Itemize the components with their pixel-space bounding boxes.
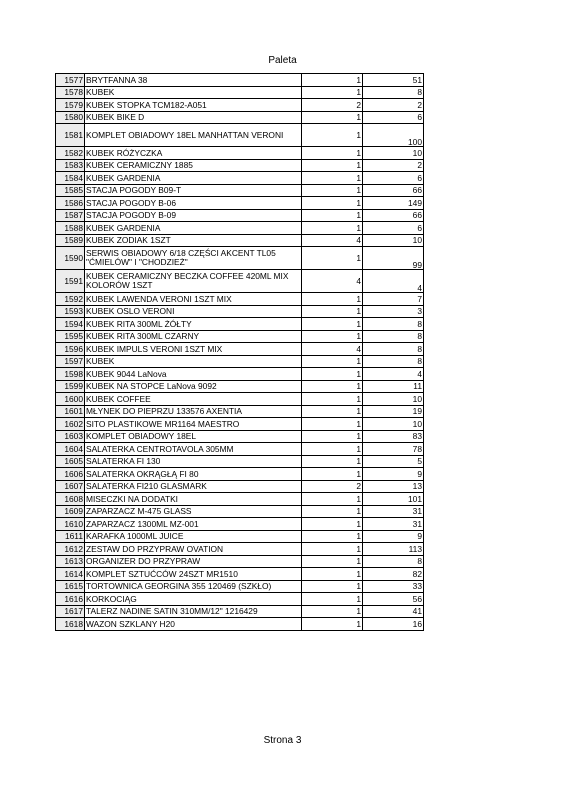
price-cell: 33 <box>363 580 424 593</box>
table-row <box>56 405 424 418</box>
row-number-cell: 1610 <box>56 518 85 531</box>
quantity-cell: 1 <box>302 355 363 368</box>
table-row <box>56 330 424 343</box>
quantity-cell: 1 <box>302 505 363 518</box>
price-cell: 66 <box>363 209 424 222</box>
price-cell: 99 <box>363 247 424 270</box>
table-row <box>56 430 424 443</box>
quantity-cell: 1 <box>302 380 363 393</box>
price-cell: 7 <box>363 293 424 306</box>
quantity-cell: 1 <box>302 247 363 270</box>
row-number-cell: 1613 <box>56 555 85 568</box>
price-cell: 4 <box>363 270 424 293</box>
table-row <box>56 159 424 172</box>
table-row <box>56 172 424 185</box>
price-cell: 10 <box>363 418 424 431</box>
quantity-cell: 1 <box>302 197 363 210</box>
table-row <box>56 368 424 381</box>
table-row <box>56 111 424 124</box>
table-row <box>56 543 424 556</box>
item-name-cell: KUBEK OSLO VERONI <box>85 305 302 318</box>
item-name-cell: KUBEK GARDENIA <box>85 172 302 185</box>
row-number-cell: 1602 <box>56 418 85 431</box>
quantity-cell: 1 <box>302 455 363 468</box>
price-cell: 8 <box>363 86 424 99</box>
row-number-cell: 1616 <box>56 593 85 606</box>
table-row <box>56 530 424 543</box>
row-number-cell: 1593 <box>56 305 85 318</box>
row-number-cell: 1584 <box>56 172 85 185</box>
row-number-cell: 1614 <box>56 568 85 581</box>
price-cell: 10 <box>363 393 424 406</box>
price-cell: 6 <box>363 222 424 235</box>
item-name-cell: KUBEK GARDENIA <box>85 222 302 235</box>
row-number-cell: 1598 <box>56 368 85 381</box>
item-name-cell: ZESTAW DO PRZYPRAW OVATION <box>85 543 302 556</box>
price-cell: 8 <box>363 343 424 356</box>
table-row <box>56 99 424 112</box>
price-cell: 16 <box>363 618 424 631</box>
row-number-cell: 1582 <box>56 147 85 160</box>
row-number-cell: 1578 <box>56 86 85 99</box>
table-row <box>56 343 424 356</box>
row-number-cell: 1617 <box>56 605 85 618</box>
row-number-cell: 1605 <box>56 455 85 468</box>
quantity-cell: 4 <box>302 234 363 247</box>
quantity-cell: 1 <box>302 393 363 406</box>
price-cell: 19 <box>363 405 424 418</box>
row-number-cell: 1608 <box>56 493 85 506</box>
item-name-cell: ZAPARZACZ M-475 GLASS <box>85 505 302 518</box>
table-row <box>56 518 424 531</box>
item-name-cell: SALATERKA FI210 GLASMARK <box>85 480 302 493</box>
price-cell: 83 <box>363 430 424 443</box>
price-cell: 8 <box>363 330 424 343</box>
price-cell: 8 <box>363 555 424 568</box>
price-cell: 10 <box>363 147 424 160</box>
price-cell: 9 <box>363 530 424 543</box>
row-number-cell: 1599 <box>56 380 85 393</box>
item-name-cell: STACJA POGODY B-09 <box>85 209 302 222</box>
table-row <box>56 197 424 210</box>
table-row <box>56 443 424 456</box>
row-number-cell: 1587 <box>56 209 85 222</box>
table-row <box>56 618 424 631</box>
quantity-cell: 1 <box>302 305 363 318</box>
quantity-cell: 1 <box>302 111 363 124</box>
price-cell: 6 <box>363 111 424 124</box>
item-name-cell: KUBEK RITA 300ML ŻÓŁTY <box>85 318 302 331</box>
price-cell: 3 <box>363 305 424 318</box>
quantity-cell: 1 <box>302 318 363 331</box>
row-number-cell: 1600 <box>56 393 85 406</box>
row-number-cell: 1607 <box>56 480 85 493</box>
table-row <box>56 380 424 393</box>
price-cell: 11 <box>363 380 424 393</box>
row-number-cell: 1590 <box>56 247 85 270</box>
price-cell: 51 <box>363 74 424 87</box>
table-row <box>56 234 424 247</box>
table-row <box>56 555 424 568</box>
table-row <box>56 293 424 306</box>
price-cell: 149 <box>363 197 424 210</box>
table-row <box>56 318 424 331</box>
quantity-cell: 1 <box>302 430 363 443</box>
item-name-cell: KUBEK IMPULS VERONI 1SZT MIX <box>85 343 302 356</box>
table-row <box>56 209 424 222</box>
table-row <box>56 468 424 481</box>
table-row <box>56 480 424 493</box>
item-name-cell: MŁYNEK DO PIEPRZU 133576 AXENTIA <box>85 405 302 418</box>
row-number-cell: 1585 <box>56 184 85 197</box>
row-number-cell: 1577 <box>56 74 85 87</box>
item-name-cell: ORGANIZER DO PRZYPRAW <box>85 555 302 568</box>
item-name-cell: KUBEK 9044 LaNova <box>85 368 302 381</box>
quantity-cell: 1 <box>302 518 363 531</box>
item-name-cell: STACJA POGODY B-06 <box>85 197 302 210</box>
table-row <box>56 393 424 406</box>
price-cell: 8 <box>363 355 424 368</box>
item-name-cell: KARAFKA 1000ML JUICE <box>85 530 302 543</box>
table-row <box>56 74 424 87</box>
quantity-cell: 1 <box>302 172 363 185</box>
table-row <box>56 605 424 618</box>
item-name-cell: BRYTFANNA 38 <box>85 74 302 87</box>
quantity-cell: 1 <box>302 159 363 172</box>
row-number-cell: 1592 <box>56 293 85 306</box>
item-name-cell: KOMPLET OBIADOWY 18EL MANHATTAN VERONI <box>85 124 302 147</box>
item-name-cell: KUBEK STOPKA TCM182-A051 <box>85 99 302 112</box>
price-cell: 31 <box>363 518 424 531</box>
row-number-cell: 1589 <box>56 234 85 247</box>
quantity-cell: 1 <box>302 184 363 197</box>
quantity-cell: 1 <box>302 493 363 506</box>
row-number-cell: 1581 <box>56 124 85 147</box>
item-name-cell: TALERZ NADINE SATIN 310MM/12" 1216429 <box>85 605 302 618</box>
quantity-cell: 1 <box>302 605 363 618</box>
item-name-cell: KUBEK RÓŻYCZKA <box>85 147 302 160</box>
item-name-cell: KUBEK NA STOPCE LaNova 9092 <box>85 380 302 393</box>
quantity-cell: 1 <box>302 147 363 160</box>
item-name-cell: KUBEK <box>85 355 302 368</box>
item-name-cell: KUBEK COFFEE <box>85 393 302 406</box>
quantity-cell: 1 <box>302 209 363 222</box>
quantity-cell: 1 <box>302 555 363 568</box>
quantity-cell: 1 <box>302 124 363 147</box>
price-cell: 2 <box>363 99 424 112</box>
item-name-cell: SALATERKA FI 130 <box>85 455 302 468</box>
item-name-cell: TORTOWNICA GEORGINA 355 120469 (SZKŁO) <box>85 580 302 593</box>
item-name-cell: KUBEK CERAMICZNY 1885 <box>85 159 302 172</box>
row-number-cell: 1606 <box>56 468 85 481</box>
items-table-body <box>56 74 424 631</box>
item-name-cell: KUBEK CERAMICZNY BECZKA COFFEE 420ML MIX KOLORÓW 1SZT <box>85 270 302 293</box>
row-number-cell: 1615 <box>56 580 85 593</box>
item-name-cell: WAZON SZKLANY H20 <box>85 618 302 631</box>
row-number-cell: 1594 <box>56 318 85 331</box>
price-cell: 113 <box>363 543 424 556</box>
item-name-cell: KUBEK LAWENDA VERONI 1SZT MIX <box>85 293 302 306</box>
table-row <box>56 355 424 368</box>
table-row <box>56 222 424 235</box>
row-number-cell: 1609 <box>56 505 85 518</box>
table-row <box>56 247 424 270</box>
quantity-cell: 1 <box>302 222 363 235</box>
row-number-cell: 1591 <box>56 270 85 293</box>
quantity-cell: 1 <box>302 368 363 381</box>
table-row <box>56 184 424 197</box>
price-cell: 9 <box>363 468 424 481</box>
price-cell: 56 <box>363 593 424 606</box>
price-cell: 8 <box>363 318 424 331</box>
quantity-cell: 1 <box>302 443 363 456</box>
row-number-cell: 1603 <box>56 430 85 443</box>
price-cell: 13 <box>363 480 424 493</box>
price-cell: 101 <box>363 493 424 506</box>
quantity-cell: 2 <box>302 480 363 493</box>
item-name-cell: SERWIS OBIADOWY 6/18 CZĘŚCI AKCENT TL05 "ĆMIELÓW" I "CHODZIEŻ" <box>85 247 302 270</box>
row-number-cell: 1580 <box>56 111 85 124</box>
price-cell: 4 <box>363 368 424 381</box>
quantity-cell: 1 <box>302 618 363 631</box>
price-cell: 31 <box>363 505 424 518</box>
row-number-cell: 1595 <box>56 330 85 343</box>
quantity-cell: 1 <box>302 568 363 581</box>
row-number-cell: 1612 <box>56 543 85 556</box>
row-number-cell: 1611 <box>56 530 85 543</box>
quantity-cell: 1 <box>302 543 363 556</box>
row-number-cell: 1583 <box>56 159 85 172</box>
table-row <box>56 493 424 506</box>
item-name-cell: KUBEK ZODIAK 1SZT <box>85 234 302 247</box>
item-name-cell: SITO PLASTIKOWE MR1164 MAESTRO <box>85 418 302 431</box>
items-table <box>55 73 424 631</box>
price-cell: 5 <box>363 455 424 468</box>
item-name-cell: ZAPARZACZ 1300ML MZ-001 <box>85 518 302 531</box>
page-footer: Strona 3 <box>263 735 302 746</box>
item-name-cell: STACJA POGODY B09-T <box>85 184 302 197</box>
price-cell: 41 <box>363 605 424 618</box>
table-row <box>56 86 424 99</box>
quantity-cell: 1 <box>302 580 363 593</box>
row-number-cell: 1586 <box>56 197 85 210</box>
quantity-cell: 4 <box>302 270 363 293</box>
item-name-cell: MISECZKI NA DODATKI <box>85 493 302 506</box>
item-name-cell: KOMPLET SZTUĆCÓW 24SZT MR1510 <box>85 568 302 581</box>
price-cell: 2 <box>363 159 424 172</box>
price-cell: 6 <box>363 172 424 185</box>
quantity-cell: 1 <box>302 74 363 87</box>
price-cell: 66 <box>363 184 424 197</box>
table-row <box>56 455 424 468</box>
item-name-cell: KUBEK RITA 300ML CZARNY <box>85 330 302 343</box>
table-row <box>56 270 424 293</box>
item-name-cell: SALATERKA CENTROTAVOLA 305MM <box>85 443 302 456</box>
item-name-cell: SALATERKA OKRĄGŁĄ FI 80 <box>85 468 302 481</box>
row-number-cell: 1588 <box>56 222 85 235</box>
row-number-cell: 1601 <box>56 405 85 418</box>
table-row <box>56 147 424 160</box>
item-name-cell: KORKOCIĄG <box>85 593 302 606</box>
item-name-cell: KUBEK <box>85 86 302 99</box>
item-name-cell: KOMPLET OBIADOWY 18EL <box>85 430 302 443</box>
table-row <box>56 305 424 318</box>
table-row <box>56 580 424 593</box>
row-number-cell: 1579 <box>56 99 85 112</box>
quantity-cell: 1 <box>302 86 363 99</box>
table-row <box>56 124 424 147</box>
quantity-cell: 1 <box>302 330 363 343</box>
quantity-cell: 1 <box>302 405 363 418</box>
row-number-cell: 1618 <box>56 618 85 631</box>
table-row <box>56 418 424 431</box>
price-cell: 78 <box>363 443 424 456</box>
quantity-cell: 1 <box>302 468 363 481</box>
quantity-cell: 1 <box>302 418 363 431</box>
quantity-cell: 4 <box>302 343 363 356</box>
price-cell: 82 <box>363 568 424 581</box>
quantity-cell: 1 <box>302 530 363 543</box>
quantity-cell: 1 <box>302 293 363 306</box>
table-row <box>56 505 424 518</box>
row-number-cell: 1596 <box>56 343 85 356</box>
row-number-cell: 1604 <box>56 443 85 456</box>
table-row <box>56 568 424 581</box>
row-number-cell: 1597 <box>56 355 85 368</box>
quantity-cell: 1 <box>302 593 363 606</box>
item-name-cell: KUBEK BIKE D <box>85 111 302 124</box>
table-row <box>56 593 424 606</box>
page-header: Paleta <box>268 55 297 66</box>
quantity-cell: 2 <box>302 99 363 112</box>
price-cell: 10 <box>363 234 424 247</box>
price-cell: 100 <box>363 124 424 147</box>
